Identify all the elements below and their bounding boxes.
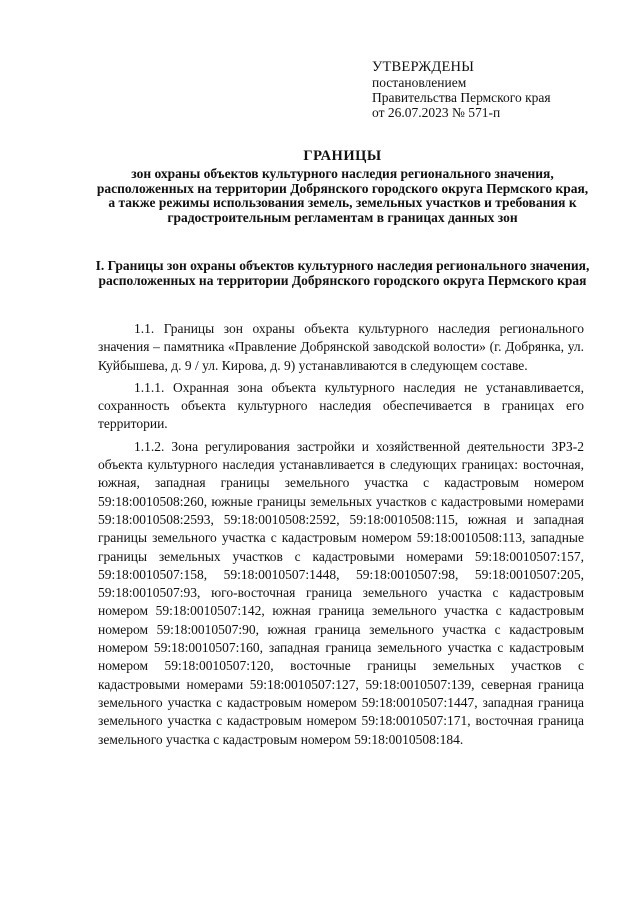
approval-line: Правительства Пермского края [372, 90, 551, 105]
approval-stamp [372, 60, 551, 120]
paragraph-1-1-1: 1.1.1. Охранная зона объекта культурного наследия не устанавливается, сохранность объекта культурного наследия обеспечивается в границах его территории. [98, 379, 584, 432]
section-title: I. Границы зон охраны объектов культурного наследия регионального значения, расположенных на территории Добрянского городского округа Пермского края [95, 258, 590, 288]
document-body [98, 320, 584, 753]
approval-date-line: от 26.07.2023 № 571-п [372, 105, 501, 120]
document-subtitle: зон охраны объектов культурного наследия регионального значения, расположенных на территории Добрянского городского округа Пермского края, а также режимы использования земель, земельных участков и требования к градостроительным регламентам в границах данных зон [96, 166, 589, 225]
approval-heading: УТВЕРЖДЕНЫ [372, 59, 475, 75]
paragraph-1-1: 1.1. Границы зон охраны объекта культурного наследия регионального значения – памятника «Правление Добрянской заводской волости» (г. Добрянка, ул. Куйбышева, д. 9 / ул. Кирова, д. 9) устанавливаются в следующем составе. [98, 321, 584, 373]
approval-line: постановлением [372, 75, 467, 90]
document-title: ГРАНИЦЫ [303, 148, 382, 164]
paragraph-1-1-2: 1.1.2. Зона регулирования застройки и хозяйственной деятельности ЗРЗ-2 объекта культурного наследия устанавливается в следующих границах: восточная, южная, западная границы земельного участка с кадастровым номером 59:18:0010508:260, южные границы земельных участков с кадастровыми номерами 59:18:0010508:2593, 59:18:0010508:2592, 59:18:0010508:115, южная и западная границы земельного участка с кадастровым номером 59:18:0010508:113, западные границы земельных участков с кадастровыми номерами 59:18:0010507:157, 59:18:0010507:158, 59:18:0010507:1448, 59:18:0010507:98, 59:18:0010507:205, 59:18:0010507:93, юго-восточная граница земельного участка с кадастровым номером 59:18:0010507:142, южная граница земельного участка с кадастровым номером 59:18:0010507:90, южная граница земельного участка с кадастровым номером 59:18:0010507:160, западная граница земельного участка с кадастровым номером 59:18:0010507:120, восточные границы земельных участков с кадастровыми номерами 59:18:0010507:127, 59:18:0010507:139, северная граница земельного участка с кадастровым номером 59:18:0010507:1447, западная граница земельного участка с кадастровым номером 59:18:0010507:171, восточная граница земельного участка с кадастровым номером 59:18:0010508:184. [98, 438, 584, 747]
